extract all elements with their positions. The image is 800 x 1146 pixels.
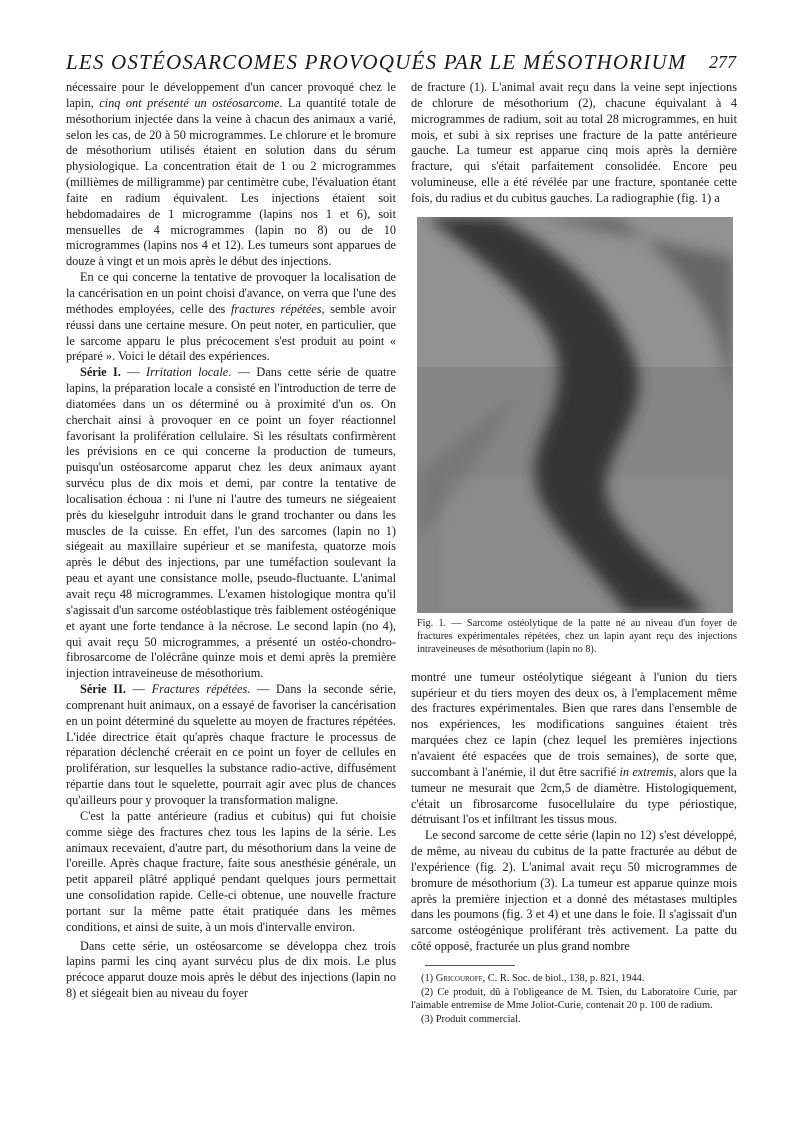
page-number: 277 <box>709 52 736 72</box>
footnote-3: (3) Produit commercial. <box>421 1013 521 1025</box>
paragraph: de fracture (1). L'animal avait reçu dans la veine sept injections de chlorure de mésothorium (2), chacune équivalant à 4 microgrammes de radium, soit au total 28 microgrammes, en huit mois, et subi à six reprises une fracture de la patte antérieure gauche. La tumeur est apparue cinq mois après la dernière fracture, qui s'était parfaitement consolidée. Encore peu volumineuse, elle a été révélée par une fracture, spontanée cette fois, du radius et du cubitus gauches. La radiographie (fig. 1) a <box>411 80 737 205</box>
paragraph: En ce qui concerne la tentative de provoquer la localisation de la cancérisation en un point choisi d'avance, on verra que l'une des méthodes employées, celle des fractures répétées, semble avoir réussi dans une certaine mesure. On peut noter, en particulier, que le sarcome apparu le plus précocement s'est produit au point « préparé ». Voici le détail des expériences. <box>66 270 396 364</box>
figure-caption: Fig. 1. — Sarcome ostéolytique de la patte né au niveau d'un foyer de fractures expérimentales répétées, chez un lapin ayant reçu des injections intraveineuses de mésothorium (lapin no 8). <box>417 617 737 655</box>
running-title: LES OSTÉOSARCOMES PROVOQUÉS PAR LE MÉSOTHORIUM <box>66 50 687 74</box>
series-two-paragraph: Série II. — Fractures répétées. — Dans la seconde série, comprenant huit animaux, on a essayé de favoriser la cancérisation en un point déterminé du squelette au moyen de fractures répétées. L'idée directrice était qu'après chaque fracture le processus de réparation déclenché créerait en ce point un foyer de cellules en prolifération, sur lesquelles la substance radio-active, diffusément répartie dans tout le squelette, pourrait agir avec plus de chances qu'ailleurs pour y provoquer la transformation maligne. <box>66 682 397 807</box>
left-column <box>66 80 396 1002</box>
series-label: Série I. <box>80 365 121 380</box>
paragraph: Dans cette série, un ostéosarcome se développa chez trois lapins parmi les cinq ayant survécu plus de dix mois. Le plus précoce apparut douze mois après le début des injections (lapin no 8) et siégeait bien au niveau du foyer <box>66 938 396 1001</box>
paragraph: montré une tumeur ostéolytique siégeant à l'union du tiers supérieur et du tiers moyen des deux os, à l'emplacement même des fractures expérimentales. Bien que rares dans l'ensemble de nos expériences, les modifications sanguines étaient très marquées chez ce lapin (chez lequel les premières injections n'avaient été espacées que de trois semaines), de sorte que, succombant à l'anémie, il dut être sacrifié in extremis, alors que la tumeur ne mesurait que 2cm,5 de diamètre. Histologiquement, c'était un fibrosarcome fusocellulaire du type périostique, détruisant l'os et infiltrant les tissus mous. <box>411 669 737 827</box>
footnote-2: (2) Ce produit, dû à l'obligeance de M. Tsien, du Laboratoire Curie, par l'aimable entremise de Mme Joliot-Curie, contenait 20 p. 100 de radium. <box>411 986 737 1011</box>
series-label: Série II. <box>80 682 126 697</box>
footnote-1: (1) Gricouroff, C. R. Soc. de biol., 138, p. 821, 1944. <box>421 972 645 984</box>
radiograph-image <box>417 217 733 613</box>
paragraph: Le second sarcome de cette série (lapin no 12) s'est développé, de même, au niveau du cubitus de la patte fracturée au début de l'expérience (fig. 2). L'animal avait reçu 50 microgrammes de bromure de mésothorium (3). La tumeur est apparue quinze mois après la première injection et a donné des métastases multiples dans les poumons (fig. 3 et 4) et une dans le foie. Il s'agissait d'un sarcome ostéogénique proliférant très activement. La patte du côté opposé, fracturée un plus grand nombre <box>411 828 737 954</box>
paragraph: nécessaire pour le développement d'un cancer provoqué chez le lapin, cinq ont présenté un ostéosarcome. La quantité totale de mésothorium injectée dans la veine à chacun des animaux a varié, selon les cas, de 20 à 50 microgrammes. Le chlorure et le bromure de mésothorium utilisés étaient en solution dans du sérum physiologique. La concentration était de 1 ou 2 microgrammes (millièmes de milligramme) par centimètre cube, l'évaluation étant faite en radium équivalent. Les injections étaient soit hebdomadaires de 1 microgramme (lapins nos 1 et 6), soit mensuelles de 4 microgrammes (lapin no 8) ou de 10 microgrammes (lapins nos 4 et 12). Les tumeurs sont apparues de douze à vingt et un mois après le début des injections. <box>66 80 396 269</box>
running-header <box>66 50 736 78</box>
right-column <box>411 80 737 1027</box>
paragraph: C'est la patte antérieure (radius et cubitus) qui fut choisie comme siège des fractures chez tous les lapins de la série. Les animaux recevaient, d'autre part, du mésothorium dans la veine de l'oreille. Après chaque fracture, faite sous anesthésie générale, un petit appareil plâtré appliqué pendant quelques jours permettait une consolidation rapide. Celle-ci obtenue, une nouvelle fracture portant sur la même patte était pratiquée dans les mêmes conditions, et ainsi de suite, à un mois d'intervalle environ. <box>66 808 396 934</box>
radiograph-figure <box>417 217 733 613</box>
footnotes <box>411 965 737 1026</box>
series-one-paragraph: Série I. — Irritation locale. — Dans cette série de quatre lapins, la préparation locale a consisté en l'introduction de terre de diatomées dans un os déterminé ou à proximité d'un os. On cherchait ainsi à provoquer en ce point un foyer réactionnel favorisant la prolifération cellulaire. Si les résultats confirmèrent les prévisions en ce qui concerne la production de tumeurs, puisqu'un ostéosarcome apparut chez les deux animaux ayant survécu plus de dix mois et demi, par contre la tentative de localisation échoua : ni l'une ni l'autre des tumeurs ne siégeaient près du kieselguhr introduit dans le grand trochanter ou dans les muscles de la cuisse. En effet, l'un des sarcomes (lapin no 1) siégeait au maxillaire supérieur et se manifesta, quatorze mois après le début des injections, par une tuméfaction soulevant la peau et ayant une consistance molle, pseudo-fluctuante. L'animal avait reçu 48 microgrammes. L'examen histologique montra qu'il s'agissait d'un sarcome ostéoblastique très faiblement ostéogénique et ayant une forte tendance à la nécrose. Le second lapin (no 4), qui avait reçu 50 microgrammes, a présenté un ostéo-chondro-fibrosarcome de l'olécrâne quinze mois et demi après la première injection intraveineuse de mésothorium. <box>66 365 396 681</box>
footnote-rule <box>425 965 515 966</box>
